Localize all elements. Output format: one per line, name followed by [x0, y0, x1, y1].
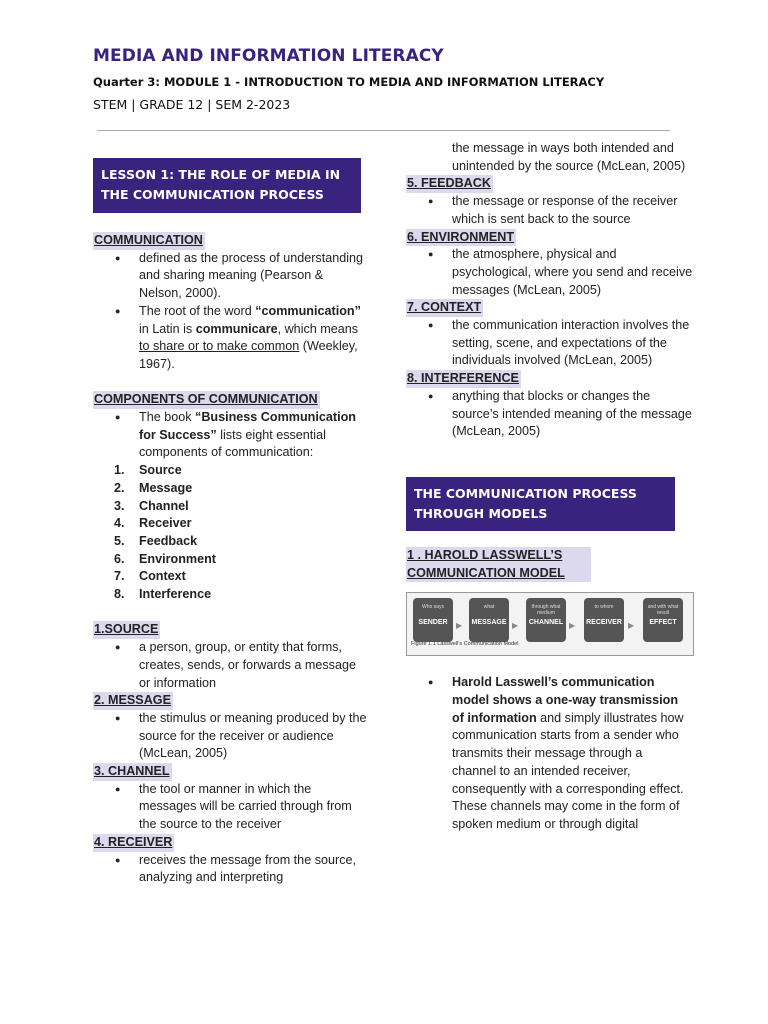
source-heading: 1.SOURCE — [93, 621, 160, 639]
list-item: 2. Message — [114, 480, 193, 495]
receiver-continued: the message in ways both intended and unintended by the source (McLean, 2005) — [452, 141, 686, 173]
arrow-right-icon: ▶ — [628, 621, 635, 631]
module-label: MODULE 1 - INTRODUCTION TO MEDIA AND INFORMATION LITERACY — [159, 75, 605, 89]
channel-bullet: ● the tool or manner in which the messages will be carried through from the source to the receiver — [93, 781, 368, 834]
figure-caption: Figure 1.1 Lasswell's Communication Model — [411, 640, 519, 647]
interference-bullet: ● anything that blocks or changes the source’s intended meaning of the message (McLean, 2005) — [406, 388, 696, 441]
components-list — [93, 462, 368, 604]
list-item: 5. Feedback — [114, 533, 198, 548]
list-item: 1. Source — [114, 463, 182, 478]
left-column — [93, 158, 368, 887]
model-box-effect: and with what result EFFECT — [643, 598, 683, 642]
list-item: 3. Channel — [114, 498, 189, 513]
arrow-right-icon: ▶ — [512, 621, 519, 631]
list-item: 4. Receiver — [114, 516, 192, 531]
lasswell-model-figure — [406, 592, 694, 656]
receiver-bullet: ● receives the message from the source, analyzing and interpreting — [93, 852, 368, 887]
model-box-channel: through what medium CHANNEL — [526, 598, 566, 642]
source-bullet: ● a person, group, or entity that forms, creates, sends, or forwards a message or information — [93, 639, 368, 692]
arrow-right-icon: ▶ — [456, 621, 463, 631]
feedback-heading: 5. FEEDBACK — [406, 175, 493, 193]
communication-bullet-1: ● defined as the process of understanding and sharing meaning (Pearson & Nelson, 2000). — [93, 250, 368, 303]
course-meta: STEM | GRADE 12 | SEM 2-2023 — [93, 97, 291, 112]
list-item: 7. Context — [114, 569, 186, 584]
communication-heading: COMMUNICATION — [93, 232, 205, 250]
context-heading: 7. CONTEXT — [406, 299, 483, 317]
receiver-heading: 4. RECEIVER — [93, 834, 174, 852]
environment-bullet: ● the atmosphere, physical and psychological, where you send and receive messages (McLean, 2005) — [406, 246, 696, 299]
components-heading: COMPONENTS OF COMMUNICATION — [93, 391, 320, 409]
components-bullet: ● The book “Business Communication for Success” lists eight essential components of communication: — [93, 409, 368, 462]
message-bullet: ● the stimulus or meaning produced by the source for the receiver or audience (McLean, 2005) — [93, 710, 368, 763]
lasswell-bullet: ● Harold Lasswell’s communication model shows a one-way transmission of information and simply illustrates how communication starts from a sender who transmits their message through a channel to an intended receiver, consequently with a corresponding effect. These channels may come in the form of spoken medium or through digital — [406, 674, 686, 833]
lesson-title-box: LESSON 1: THE ROLE OF MEDIA IN THE COMMUNICATION PROCESS — [93, 158, 361, 213]
document-title: MEDIA AND INFORMATION LITERACY — [93, 46, 444, 66]
communication-bullet-2: ● The root of the word “communication” in Latin is communicare, which means to share or to make common (Weekley, 1967). — [93, 303, 368, 374]
list-item: 8. Interference — [114, 587, 212, 602]
channel-heading: 3. CHANNEL — [93, 763, 172, 781]
module-subtitle — [93, 75, 604, 89]
list-item: 6. Environment — [114, 551, 216, 566]
model-box-message: what MESSAGE — [469, 598, 509, 642]
quarter-label: Quarter 3: — [93, 75, 160, 89]
feedback-bullet: ● the message or response of the receiver which is sent back to the source — [406, 193, 696, 228]
model-box-sender: Who says SENDER — [413, 598, 453, 642]
model-box-receiver: to whom RECEIVER — [584, 598, 624, 642]
interference-heading: 8. INTERFERENCE — [406, 370, 521, 388]
process-title-box: THE COMMUNICATION PROCESS THROUGH MODELS — [406, 477, 675, 531]
context-bullet: ● the communication interaction involves the setting, scene, and expectations of the individuals involved (McLean, 2005) — [406, 317, 696, 370]
lasswell-heading: 1 . HAROLD LASSWELL’S COMMUNICATION MODEL — [406, 547, 591, 582]
message-heading: 2. MESSAGE — [93, 692, 173, 710]
right-column — [406, 140, 696, 834]
arrow-right-icon: ▶ — [569, 621, 576, 631]
environment-heading: 6. ENVIRONMENT — [406, 229, 516, 247]
header-divider — [97, 130, 670, 131]
